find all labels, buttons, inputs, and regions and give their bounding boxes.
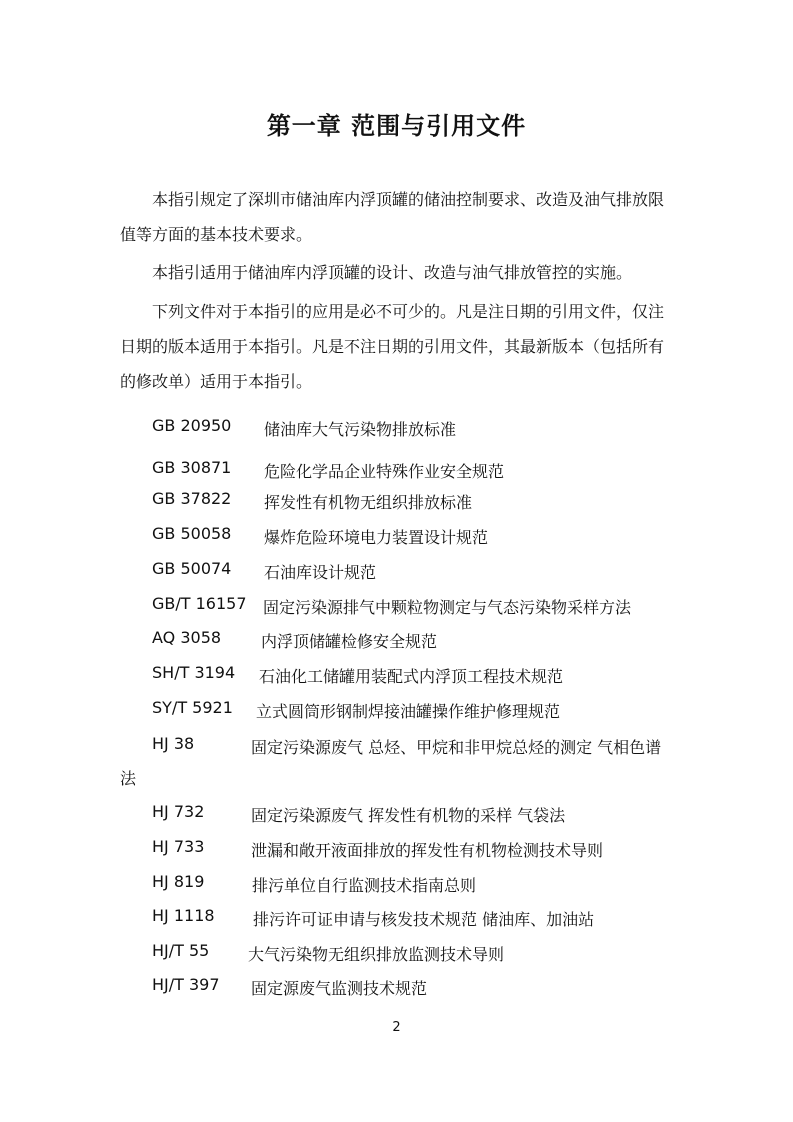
standard-title: 内浮顶储罐检修安全规范 — [261, 632, 438, 651]
standard-item — [152, 524, 677, 552]
standard-item — [152, 559, 677, 587]
standard-title: 储油库大气污染物排放标准 — [264, 420, 457, 439]
standard-title: 固定污染源废气 总烃、甲烷和非甲烷总烃的测定 气相色谱 — [251, 738, 662, 757]
standard-code: AQ 3058 — [152, 628, 222, 647]
standard-title: 石油库设计规范 — [264, 563, 377, 582]
standard-item — [152, 458, 677, 486]
standard-code: GB 30871 — [152, 458, 232, 477]
applicability-paragraph: 本指引适用于储油库内浮顶罐的设计、改造与油气排放管控的实施。 — [152, 263, 633, 282]
standard-title: 排污单位自行监测技术指南总则 — [252, 876, 477, 895]
standard-item — [152, 802, 677, 830]
standard-code: GB 20950 — [152, 416, 232, 435]
standard-title-continuation: 法 — [120, 769, 137, 788]
standard-title: 立式圆筒形钢制焊接油罐操作维护修理规范 — [256, 702, 561, 721]
scope-paragraph: 本指引规定了深圳市储油库内浮顶罐的储油控制要求、改造及油气排放限值等方面的基本技术要求。 — [120, 190, 665, 244]
standard-title: 固定污染源废气 挥发性有机物的采样 气袋法 — [251, 806, 566, 825]
standard-item — [152, 416, 677, 444]
standard-code: GB 50074 — [152, 559, 232, 578]
standard-code: HJ 733 — [152, 837, 205, 856]
standard-item — [152, 975, 677, 1003]
page-number: 2 — [392, 1020, 401, 1035]
standard-code: SY/T 5921 — [152, 698, 233, 717]
standard-code: GB 37822 — [152, 489, 232, 508]
standard-title: 固定污染源排气中颗粒物测定与气态污染物采样方法 — [263, 598, 632, 617]
standard-code: HJ 732 — [152, 802, 205, 821]
references-intro-paragraph: 下列文件对于本指引的应用是必不可少的。凡是注日期的引用文件，仅注日期的版本适用于本指引。凡是不注日期的引用文件，其最新版本（包括所有的修改单）适用于本指引。 — [120, 302, 665, 391]
standard-item — [152, 594, 677, 622]
standard-item — [152, 698, 677, 726]
standard-title: 爆炸危险环境电力装置设计规范 — [264, 528, 489, 547]
standard-title: 固定源废气监测技术规范 — [251, 979, 428, 998]
standard-title: 排污许可证申请与核发技术规范 储油库、加油站 — [253, 910, 595, 929]
standard-item — [152, 941, 677, 969]
chapter-title: 第一章 范围与引用文件 — [266, 112, 527, 140]
standard-item — [152, 872, 677, 900]
standard-code: HJ 819 — [152, 872, 205, 891]
standard-code: GB/T 16157 — [152, 594, 247, 613]
standard-item — [152, 837, 677, 865]
standard-code: GB 50058 — [152, 524, 232, 543]
standard-title: 大气污染物无组织排放监测技术导则 — [248, 945, 505, 964]
standard-item — [152, 489, 677, 517]
standard-title: 危险化学品企业特殊作业安全规范 — [264, 462, 505, 481]
standard-item — [152, 906, 677, 934]
standard-code: HJ 1118 — [152, 906, 215, 925]
standard-item — [152, 663, 677, 691]
standard-code: HJ 38 — [152, 734, 195, 753]
standard-item — [152, 734, 677, 762]
standard-title: 石油化工储罐用装配式内浮顶工程技术规范 — [259, 667, 564, 686]
standard-title: 泄漏和敞开液面排放的挥发性有机物检测技术导则 — [251, 841, 604, 860]
standard-code: SH/T 3194 — [152, 663, 236, 682]
standard-code: HJ/T 397 — [152, 975, 220, 994]
standard-code: HJ/T 55 — [152, 941, 210, 960]
standard-item — [152, 628, 677, 656]
standard-title: 挥发性有机物无组织排放标准 — [264, 493, 473, 512]
